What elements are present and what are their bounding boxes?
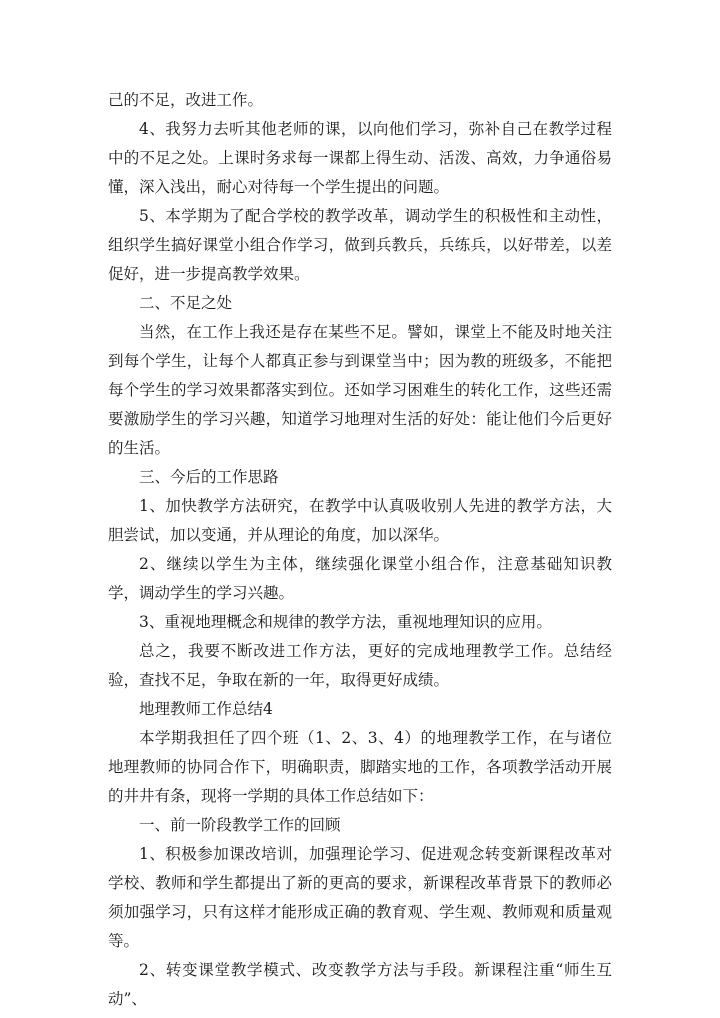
- paragraph-shortcomings: 当然，在工作上我还是存在某些不足。譬如，课堂上不能及时地关注到每个学生，让每个人都真正参与到课堂当中；因为教的班级多，不能把每个学生的学习效果都落实到位。还如学习困难生的转化工作，这些还需要激励学生的学习兴趣，知道学习地理对生活的好处：能让他们今后更好的生活。: [108, 323, 612, 457]
- paragraph-intro: 本学期我担任了四个班（1、2、3、4）的地理教学工作，在与诸位地理教师的协同合作下，明确职责，脚踏实地的工作，各项教学活动开展的井井有条，现将一学期的具体工作总结如下：: [108, 729, 612, 805]
- paragraph-review-1: 1、积极参加课改培训，加强理论学习、促进观念转变新课程改革对学校、教师和学生都提出了新的更高的要求，新课程改革背景下的教师必须加强学习，只有这样才能形成正确的教育观、学生观、教师观和质量观等。: [108, 845, 612, 950]
- paragraph-item-5: 5、本学期为了配合学校的教学改革，调动学生的积极性和主动性，组织学生搞好课堂小组合作学习，做到兵教兵，兵练兵，以好带差，以差促好，进一步提高教学效果。: [108, 207, 612, 283]
- section-heading-review: 一、前一阶段教学工作的回顾: [139, 816, 341, 834]
- paragraph-conclusion: 总之，我要不断改进工作方法，更好的完成地理教学工作。总结经验，查找不足，争取在新的一年，取得更好成绩。: [108, 642, 612, 689]
- paragraph-review-2: 2、转变课堂教学模式、改变教学方法与手段。新课程注重“师生互动”、: [108, 961, 612, 1008]
- paragraph-continuation: 己的不足，改进工作。: [108, 91, 264, 109]
- section-heading-future-plans: 三、今后的工作思路: [139, 468, 279, 486]
- paragraph-plan-2: 2、继续以学生为主体，继续强化课堂小组合作，注意基础知识教学，调动学生的学习兴趣。: [108, 555, 612, 602]
- paragraph-item-4: 4、我努力去听其他老师的课，以向他们学习，弥补自己在教学过程中的不足之处。上课时务求每一课都上得生动、活泼、高效，力争通俗易懂，深入浅出，耐心对待每一个学生提出的问题。: [108, 120, 612, 196]
- paragraph-plan-1: 1、加快教学方法研究，在教学中认真吸收别人先进的教学方法，大胆尝试，加以变通，并从理论的角度，加以深华。: [108, 497, 612, 544]
- article-title: 地理教师工作总结4: [139, 700, 273, 718]
- section-heading-shortcomings: 二、不足之处: [139, 294, 233, 312]
- paragraph-plan-3: 3、重视地理概念和规律的教学方法，重视地理知识的应用。: [139, 613, 552, 631]
- document-body: [108, 86, 612, 1014]
